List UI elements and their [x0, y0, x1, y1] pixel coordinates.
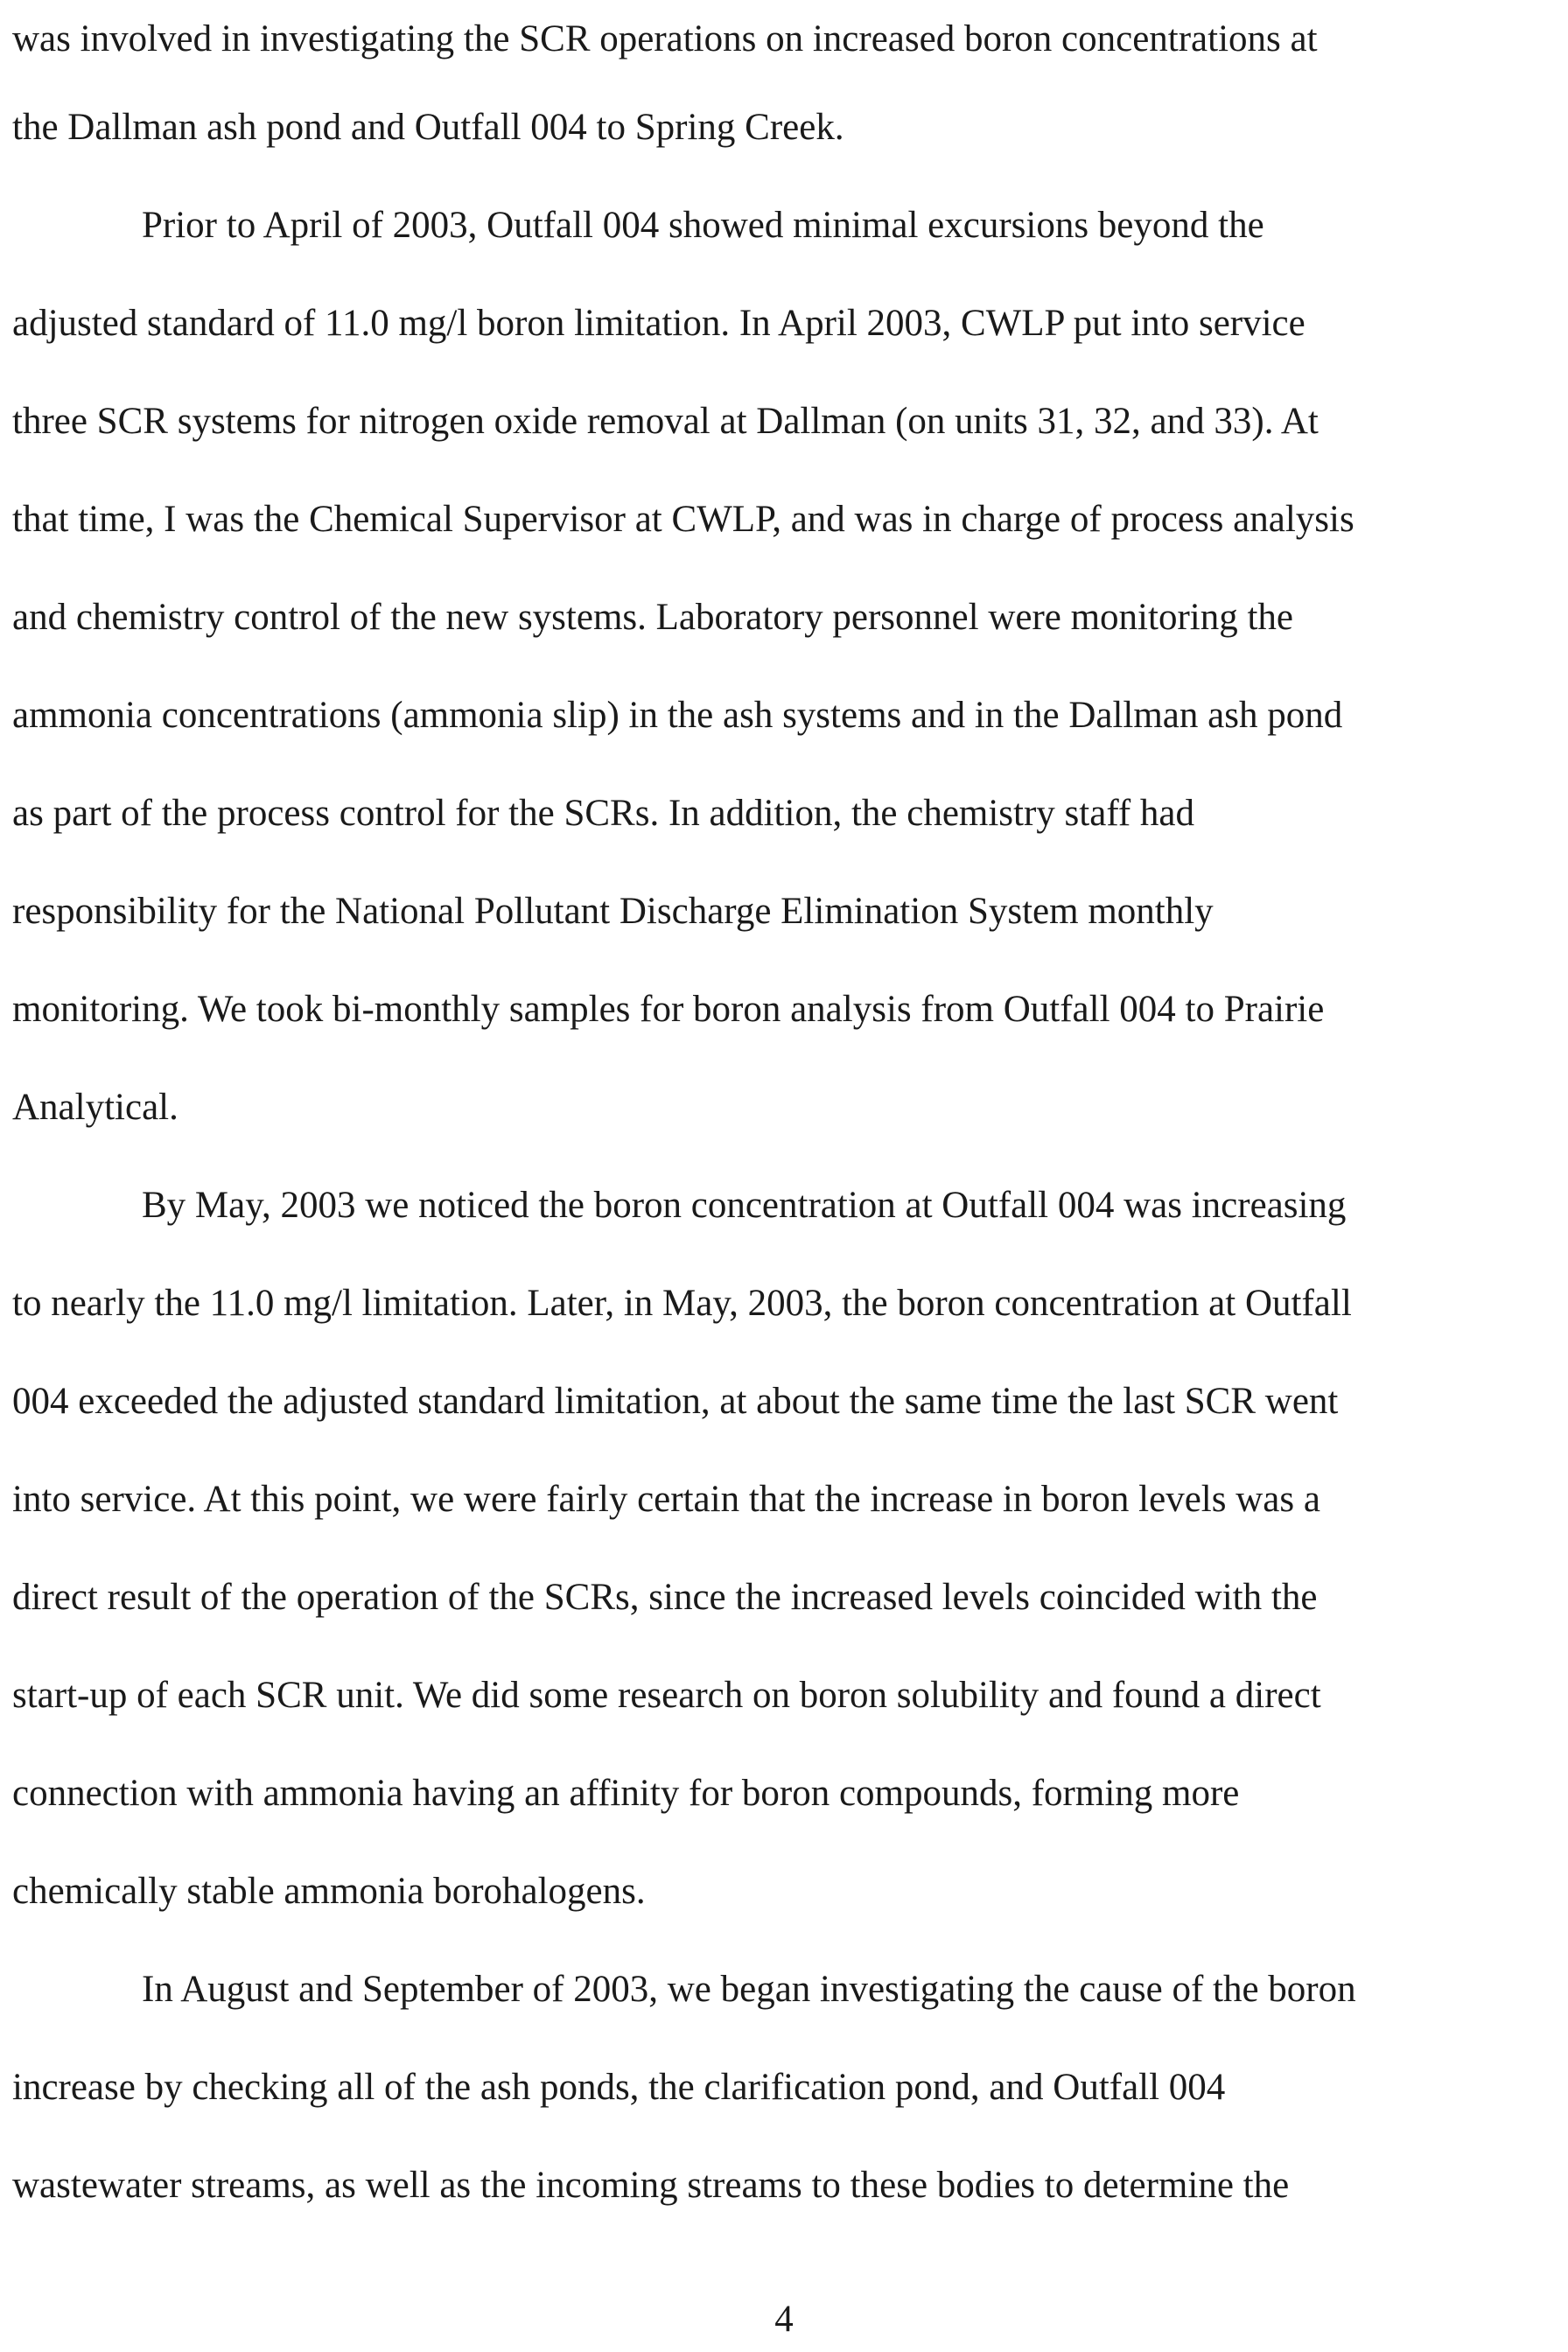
text-line: into service. At this point, we were fairly certain that the increase in boron levels was a: [12, 1479, 1320, 1520]
text-line: ammonia concentrations (ammonia slip) in the ash systems and in the Dallman ash pond: [12, 695, 1343, 736]
text-line: chemically stable ammonia borohalogens.: [12, 1871, 646, 1912]
text-line: and chemistry control of the new systems. Laboratory personnel were monitoring the: [12, 597, 1293, 638]
text-line: monitoring. We took bi-monthly samples for boron analysis from Outfall 004 to Prairie: [12, 989, 1325, 1030]
text-line: adjusted standard of 11.0 mg/l boron limitation. In April 2003, CWLP put into service: [12, 303, 1306, 344]
page-number: 4: [774, 2299, 794, 2340]
paragraph-first-line: By May, 2003 we noticed the boron concentration at Outfall 004 was increasing: [142, 1185, 1347, 1226]
paragraph-first-line: In August and September of 2003, we began investigating the cause of the boron: [142, 1969, 1356, 2010]
text-line: three SCR systems for nitrogen oxide removal at Dallman (on units 31, 32, and 33). At: [12, 401, 1319, 442]
text-line: 004 exceeded the adjusted standard limitation, at about the same time the last SCR went: [12, 1381, 1339, 1422]
text-line: was involved in investigating the SCR operations on increased boron concentrations at: [12, 18, 1318, 60]
text-line: wastewater streams, as well as the incoming streams to these bodies to determine the: [12, 2165, 1290, 2206]
text-line: start-up of each SCR unit. We did some research on boron solubility and found a direct: [12, 1675, 1321, 1716]
text-line: responsibility for the National Pollutant Discharge Elimination System monthly: [12, 891, 1214, 932]
text-line: direct result of the operation of the SCRs, since the increased levels coincided with the: [12, 1577, 1318, 1618]
text-line: to nearly the 11.0 mg/l limitation. Later, in May, 2003, the boron concentration at Outfall: [12, 1283, 1352, 1324]
text-line: connection with ammonia having an affinity for boron compounds, forming more: [12, 1773, 1240, 1814]
text-line: that time, I was the Chemical Supervisor at CWLP, and was in charge of process analysis: [12, 499, 1354, 540]
text-line: increase by checking all of the ash ponds, the clarification pond, and Outfall 004: [12, 2067, 1226, 2108]
text-line: as part of the process control for the SCRs. In addition, the chemistry staff had: [12, 793, 1195, 834]
body-text: [12, 0, 1552, 2235]
paragraph-first-line: Prior to April of 2003, Outfall 004 showed minimal excursions beyond the: [142, 205, 1264, 246]
text-line: Analytical.: [12, 1087, 178, 1128]
text-line: the Dallman ash pond and Outfall 004 to Spring Creek.: [12, 107, 844, 148]
